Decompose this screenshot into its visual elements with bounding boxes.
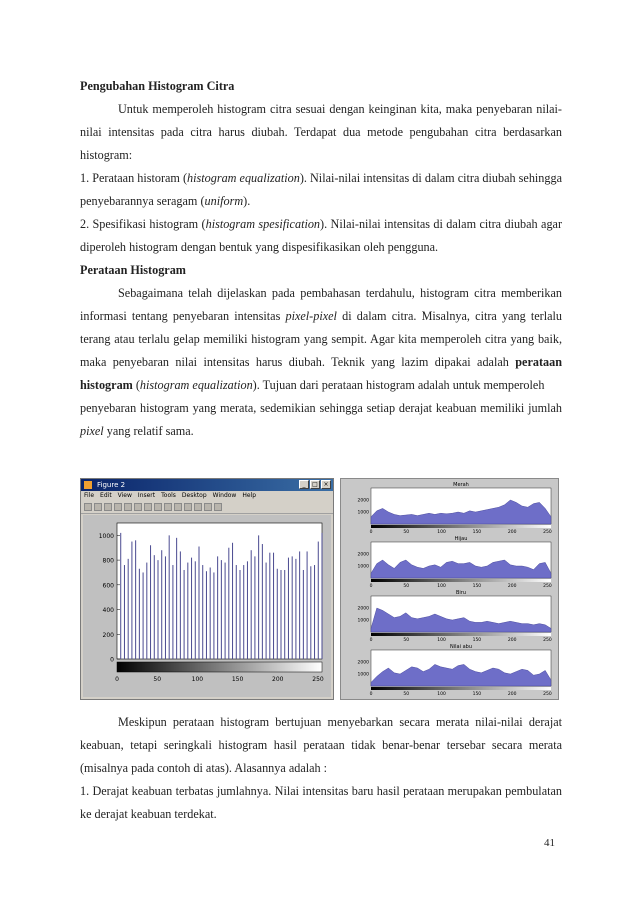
x-tick-label: 200 <box>507 692 517 697</box>
x-tick-label: 200 <box>272 676 284 683</box>
figure-plot-area <box>83 515 331 697</box>
y-tick-label: 1000 <box>357 510 369 516</box>
heading-perataan-histogram: Perataan Histogram <box>80 263 186 277</box>
x-tick-label: 250 <box>543 584 552 589</box>
window-title: Figure 2 <box>97 481 126 489</box>
axes-icon[interactable] <box>214 503 222 511</box>
heading-pengubahan-histogram: Pengubahan Histogram Citra <box>80 79 235 93</box>
x-tick-label: 50 <box>403 584 410 589</box>
grayscale-colorbar <box>371 579 551 582</box>
page-number: 41 <box>544 837 555 849</box>
menu-item-insert[interactable]: Insert <box>137 492 156 499</box>
y-tick-label: 0 <box>110 656 114 664</box>
matlab-app-icon <box>84 481 92 489</box>
menu-item-tools[interactable]: Tools <box>161 492 176 499</box>
paragraph-perataan-1: Sebagaimana telah dijelaskan pada pembahasan terdahulu, histogram citra memberikan informasi tentang penyebaran intensitas pixel-pixel di dalam citra. Misalnya, citra yang terlalu terang atau terlalu gelap memiliki histogram yang sempit. Agar kita memperoleh citra yang baik, maka penyebaran nilai intensitas harus diubah. Teknik yang lazim dipakai adalah perataan histogram (histogram equalization). Tujuan dari perataan histogram adalah untuk memperoleh <box>80 286 562 392</box>
print-icon[interactable] <box>114 503 122 511</box>
y-tick-label: 600 <box>102 582 114 590</box>
x-tick-label: 50 <box>403 692 410 697</box>
x-tick-label: 250 <box>543 638 552 643</box>
x-tick-label: 0 <box>369 530 373 535</box>
open-file-icon[interactable] <box>94 503 102 511</box>
x-tick-label: 150 <box>472 530 482 535</box>
save-icon[interactable] <box>104 503 112 511</box>
y-tick-label: 2000 <box>357 660 369 666</box>
x-tick-label: 200 <box>507 530 517 535</box>
y-tick-label: 1000 <box>357 618 369 624</box>
window-toolbar <box>81 501 333 514</box>
y-tick-label: 800 <box>102 557 114 565</box>
rgb-histograms-chart <box>341 479 558 699</box>
y-tick-label: 2000 <box>357 552 369 558</box>
menu-item-edit[interactable]: Edit <box>100 492 112 499</box>
x-tick-label: 200 <box>507 584 517 589</box>
y-tick-label: 2000 <box>357 498 369 504</box>
section-alasan <box>80 711 562 826</box>
x-tick-label: 0 <box>369 692 373 697</box>
x-tick-label: 250 <box>312 676 324 683</box>
panel-title: Biru <box>455 590 467 596</box>
paragraph-intro: Untuk memperoleh histogram citra sesuai dengan keinginan kita, maka penyebaran nilai-nilai intensitas pada citra harus diubah. Terdapat dua metode pengubahan citra berdasarkan histogram: <box>80 102 562 162</box>
x-tick-label: 200 <box>507 638 517 643</box>
grayscale-colorbar <box>371 525 551 528</box>
x-tick-label: 100 <box>437 638 446 643</box>
panel-title: Hijau <box>454 536 468 542</box>
window-titlebar <box>81 479 333 491</box>
x-tick-label: 50 <box>403 638 410 643</box>
x-tick-label: 0 <box>115 676 119 683</box>
x-tick-label: 0 <box>369 584 373 589</box>
colorbar-icon[interactable] <box>184 503 192 511</box>
list-item-2: 2. Spesifikasi histogram (histogram spesification). Nilai-nilai intensitas di dalam citra diubah agar diperoleh histogram dengan bentuk yang dispesifikasikan oleh pengguna. <box>80 217 563 254</box>
menu-item-desktop[interactable]: Desktop <box>181 492 207 499</box>
grayscale-colorbar <box>371 633 551 636</box>
y-tick-label: 200 <box>102 631 114 639</box>
x-tick-label: 250 <box>543 530 552 535</box>
x-tick-label: 150 <box>472 638 482 643</box>
x-tick-label: 100 <box>437 584 446 589</box>
x-tick-label: 100 <box>437 530 446 535</box>
paragraph-meskipun: Meskipun perataan histogram bertujuan menyebarkan secara merata nilai-nilai derajat keabuan, tetapi seringkali histogram hasil perataan tidak benar-benar tersebar secara merata (misalnya pada contoh di atas). Alasannya adalah : <box>80 715 562 775</box>
new-file-icon[interactable] <box>84 503 92 511</box>
menu-item-view[interactable]: View <box>117 492 132 499</box>
panel-title: Nilai abu <box>450 644 472 650</box>
menu-item-window[interactable]: Window <box>212 492 237 499</box>
minimize-button[interactable]: _ <box>299 480 309 489</box>
x-tick-label: 0 <box>369 638 373 643</box>
y-tick-label: 400 <box>102 607 114 615</box>
maximize-button[interactable]: □ <box>310 480 320 489</box>
rotate-icon[interactable] <box>164 503 172 511</box>
legend-icon[interactable] <box>194 503 202 511</box>
zoom-out-icon[interactable] <box>144 503 152 511</box>
x-tick-label: 100 <box>437 692 446 697</box>
close-button[interactable]: × <box>321 480 331 489</box>
y-tick-label: 1000 <box>357 672 369 678</box>
y-tick-label: 1000 <box>98 532 114 540</box>
x-tick-label: 50 <box>153 676 162 683</box>
data-cursor-icon[interactable] <box>174 503 182 511</box>
x-tick-label: 250 <box>543 692 552 697</box>
matlab-figure-window <box>80 478 334 700</box>
menu-item-help[interactable]: Help <box>242 492 257 499</box>
y-tick-label: 1000 <box>357 564 369 570</box>
grayscale-colorbar <box>117 662 322 672</box>
paragraph-perataan-2: penyebaran histogram yang merata, sedemikian sehingga setiap derajat keabuan memiliki jumlah pixel yang relatif sama. <box>80 401 562 438</box>
window-menubar <box>81 491 333 501</box>
plot-background <box>117 523 322 659</box>
list-item-1: 1. Perataan historam (histogram equalization). Nilai-nilai intensitas di dalam citra diubah sehingga penyebarannya seragam (uniform). <box>80 171 562 208</box>
y-tick-label: 2000 <box>357 606 369 612</box>
x-tick-label: 150 <box>472 584 482 589</box>
zoom-in-icon[interactable] <box>134 503 142 511</box>
x-tick-label: 150 <box>231 676 244 683</box>
panel-title: Merah <box>453 482 469 488</box>
pan-icon[interactable] <box>154 503 162 511</box>
rgb-histograms-figure <box>340 478 559 700</box>
x-tick-label: 100 <box>191 676 204 683</box>
x-tick-label: 50 <box>403 530 410 535</box>
section-pengubahan <box>80 75 562 259</box>
grid-icon[interactable] <box>204 503 212 511</box>
list-item-derajat: 1. Derajat keabuan terbatas jumlahnya. Nilai intensitas baru hasil perataan merupakan pembulatan ke derajat keabuan terdekat. <box>80 784 562 821</box>
grayscale-colorbar <box>371 687 551 690</box>
x-tick-label: 150 <box>472 692 482 697</box>
pointer-icon[interactable] <box>124 503 132 511</box>
menu-item-file[interactable]: File <box>84 492 95 499</box>
section-perataan <box>80 259 562 443</box>
histogram-chart <box>83 515 331 697</box>
